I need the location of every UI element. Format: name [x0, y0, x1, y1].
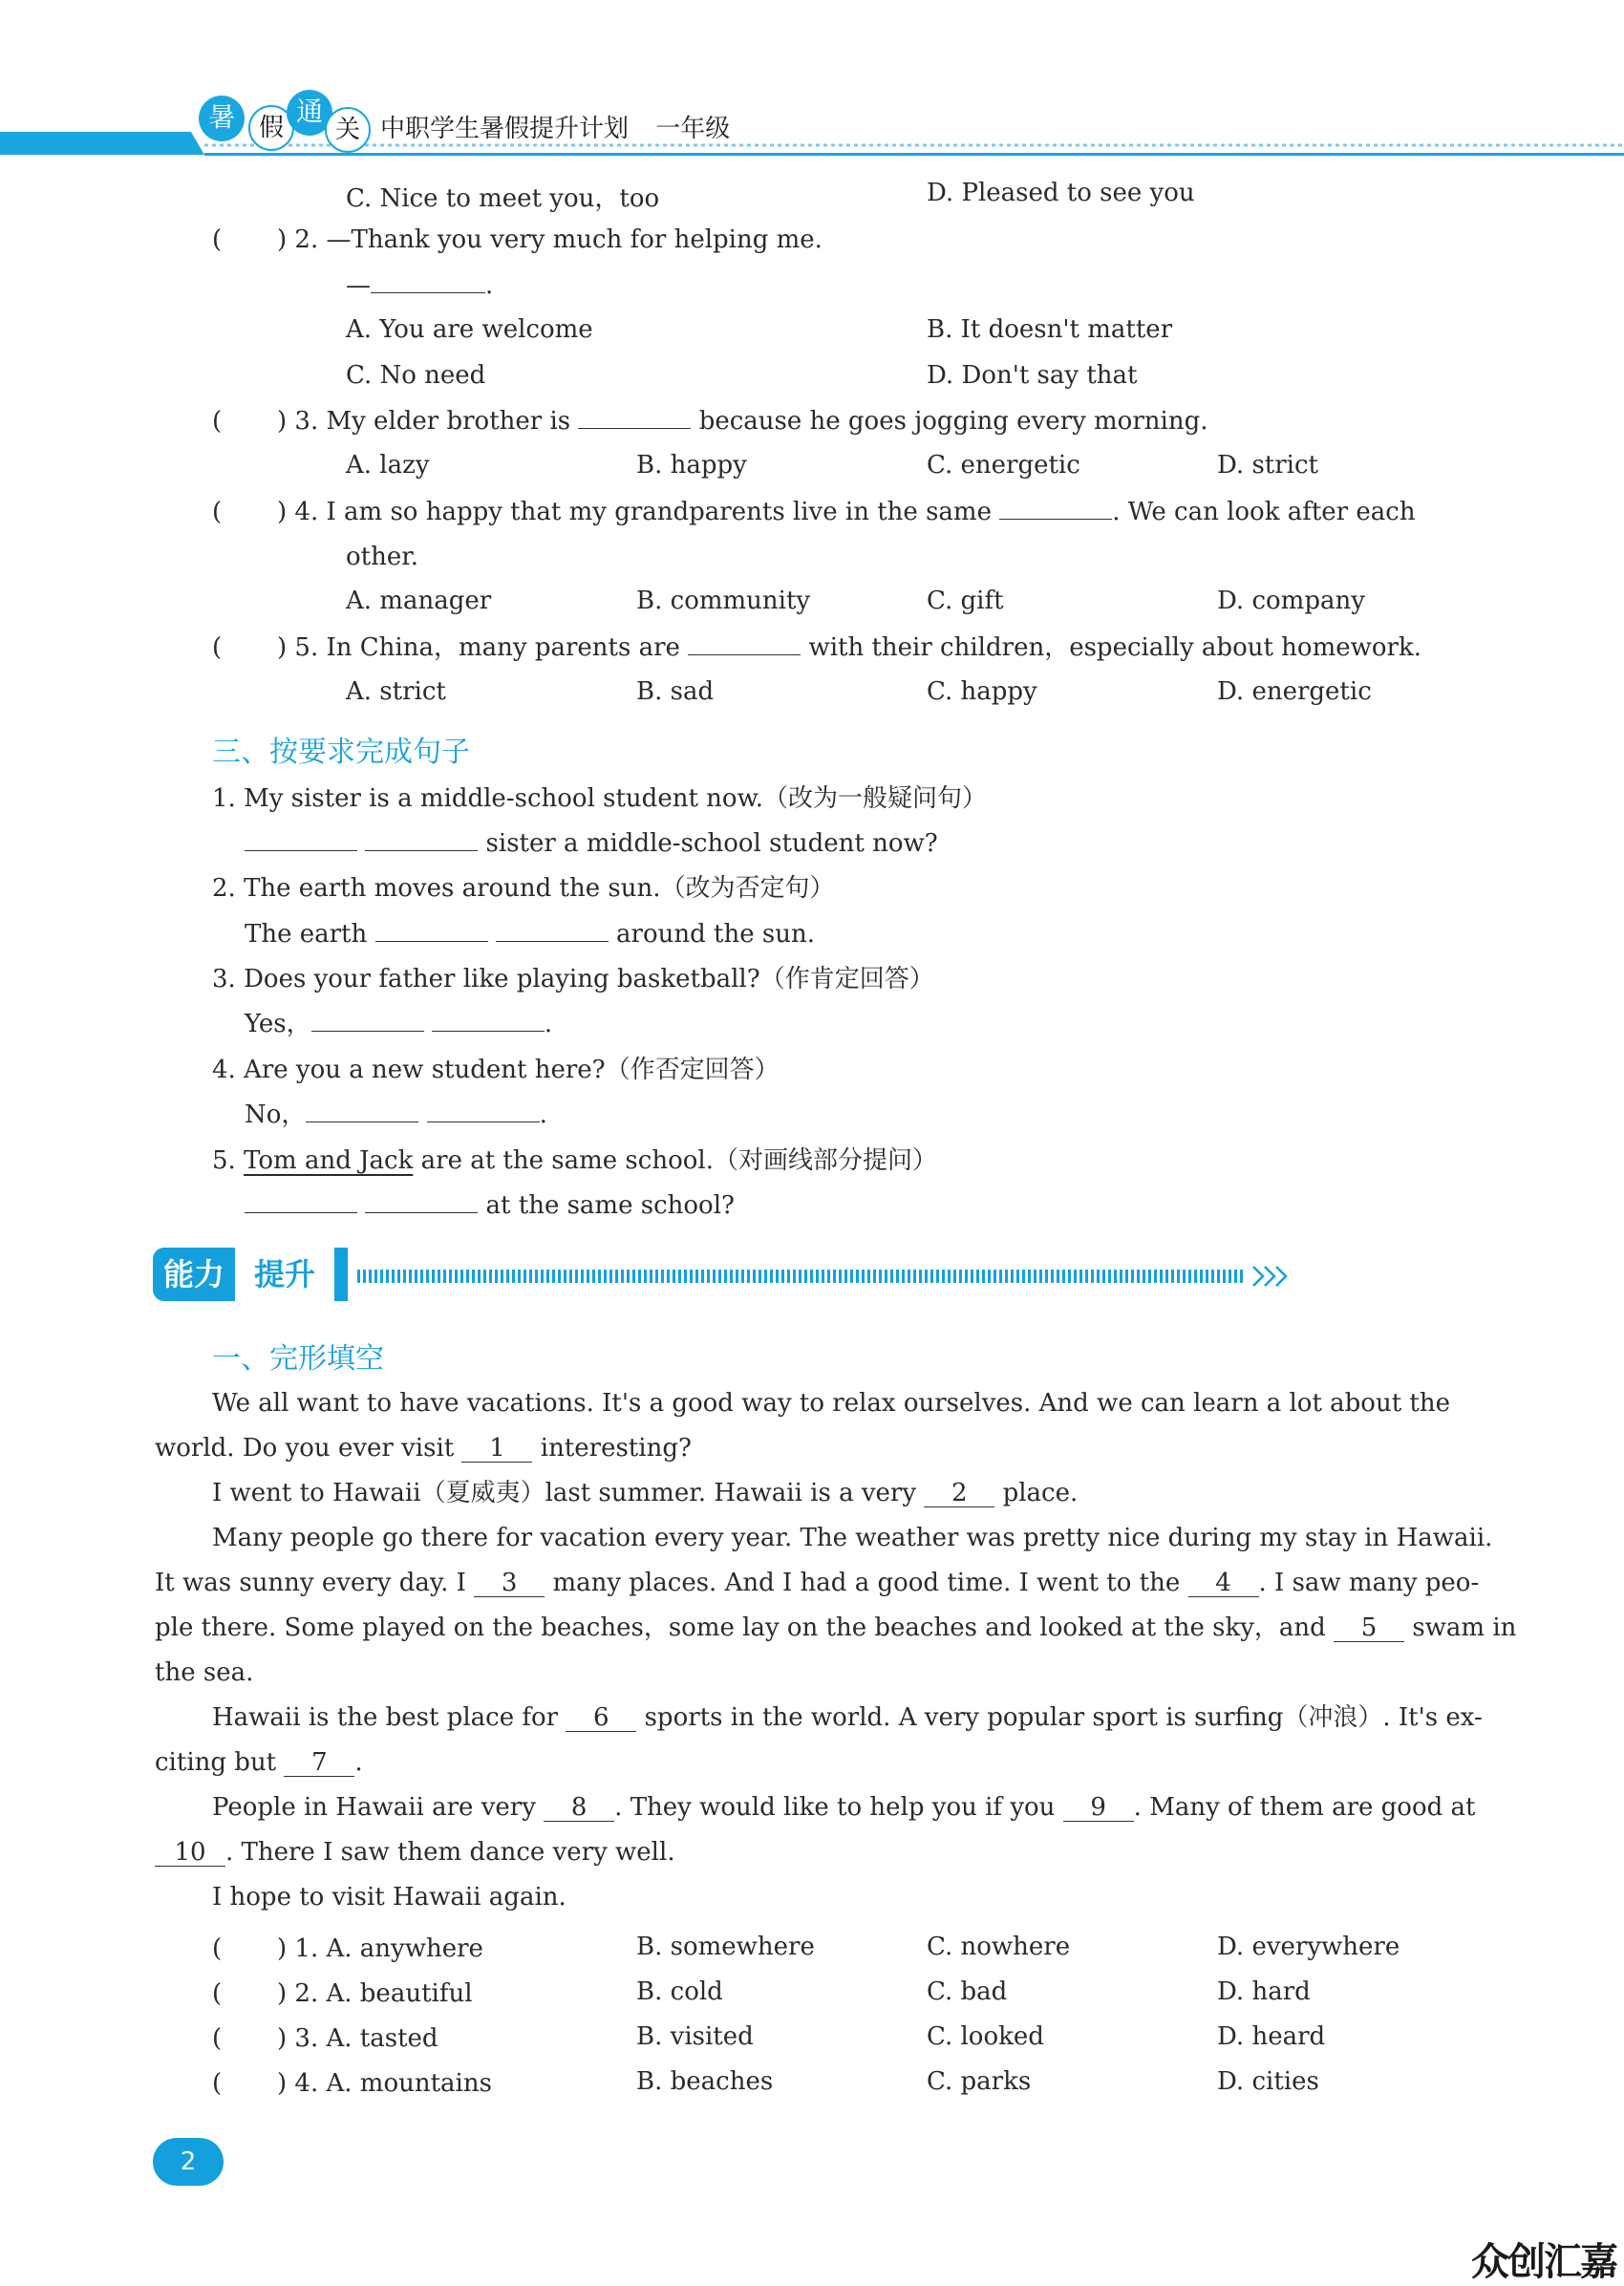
option-b: B. community — [636, 587, 811, 615]
question-number: 2. — [294, 1979, 319, 2008]
cloze-question-3 — [212, 2022, 438, 2055]
answer-paren[interactable]: ( ) — [212, 225, 288, 254]
blank-4[interactable]: 4 — [1188, 1570, 1259, 1597]
page-number: 2 — [153, 2138, 224, 2186]
underlined-phrase: Tom and Jack — [244, 1146, 414, 1175]
text: the sea. — [155, 1658, 254, 1687]
option-c: C. happy — [927, 677, 1037, 706]
question-number: 2. — [294, 225, 319, 254]
cloze-passage — [155, 1381, 1517, 1920]
mc-question-5 — [212, 631, 1421, 664]
blank[interactable] — [306, 1100, 418, 1122]
question-number: 3. — [294, 407, 319, 436]
blank-1[interactable]: 1 — [461, 1435, 532, 1463]
mc-4-continuation: other. — [346, 543, 419, 571]
s3-a4 — [245, 1099, 547, 1131]
question-stem: In China，many parents are — [326, 633, 680, 662]
option-b: B. beaches — [636, 2067, 774, 2096]
answer-text: sister a middle-school student now? — [485, 829, 938, 858]
option-a: A. mountains — [326, 2069, 492, 2098]
para-3-line-1 — [155, 1516, 1493, 1561]
answer-paren[interactable]: ( ) — [212, 1934, 288, 1963]
question-stem-rest: because he goes jogging every morning. — [698, 407, 1208, 436]
text: world. Do you ever visit — [155, 1434, 455, 1463]
option-d: D. energetic — [1217, 677, 1372, 706]
option-d: D. strict — [1217, 451, 1318, 480]
banner-end-bar — [334, 1248, 348, 1301]
header-grade: 一年级 — [655, 115, 731, 143]
blank-6[interactable]: 6 — [566, 1704, 636, 1732]
cloze-question-2 — [212, 1977, 473, 2010]
option-b: B. It doesn't matter — [927, 315, 1173, 344]
blank[interactable] — [999, 498, 1112, 520]
text: It was sunny every day. I — [155, 1569, 466, 1597]
blank[interactable] — [578, 407, 691, 429]
question-number: 5. — [212, 1146, 236, 1175]
para-3-line-4 — [155, 1651, 1469, 1696]
logo-char-4: 关 — [325, 107, 371, 153]
question-stem-rest: . We can look after each — [1112, 498, 1416, 526]
option-a: A. manager — [346, 587, 492, 615]
option-d: D. Pleased to see you — [927, 179, 1195, 207]
para-5-line-1 — [155, 1785, 1476, 1830]
blank-9[interactable]: 9 — [1063, 1794, 1134, 1822]
page-header — [0, 86, 1624, 162]
dash: — — [346, 271, 371, 300]
question-stem: I am so happy that my grandparents live in the same — [326, 498, 992, 526]
text: Hawaii is the best place for — [212, 1703, 559, 1732]
s3-a2 — [245, 918, 815, 951]
blank[interactable] — [432, 1010, 545, 1032]
answer-prefix: The earth — [245, 920, 368, 949]
answer-prefix: No， — [245, 1100, 307, 1129]
option-b: B. cold — [636, 1977, 723, 2006]
option-c: C. No need — [346, 361, 486, 390]
option-a: A. strict — [346, 677, 446, 706]
text: We all want to have vacations. It's a good way to relax ourselves. And we can learn a lot about the — [212, 1389, 1450, 1418]
option-b: B. happy — [636, 451, 747, 480]
option-a: A. You are welcome — [346, 315, 593, 344]
question-number: 4. — [294, 2069, 319, 2098]
option-a: A. tasted — [326, 2024, 438, 2053]
option-c: C. parks — [927, 2067, 1032, 2096]
blank[interactable] — [375, 920, 488, 942]
blank-8[interactable]: 8 — [544, 1794, 614, 1822]
blank-2[interactable]: 2 — [924, 1480, 994, 1507]
option-d: D. cities — [1217, 2067, 1319, 2096]
option-c: C. looked — [927, 2022, 1044, 2051]
question-number: 1. — [294, 1934, 319, 1963]
para-4-line-1 — [155, 1696, 1483, 1741]
banner-label-a: 能力 — [153, 1248, 235, 1301]
question-stem-rest: with their children，especially about homework. — [808, 633, 1421, 662]
option-b: B. visited — [636, 2022, 754, 2051]
banner-dotted-line — [355, 1263, 1292, 1290]
answer-paren[interactable]: ( ) — [212, 633, 288, 662]
blank[interactable] — [365, 829, 478, 851]
logo-char-2: 假 — [248, 105, 294, 151]
answer-paren[interactable]: ( ) — [212, 407, 288, 436]
question-stem: —Thank you very much for helping me. — [326, 225, 823, 254]
s3-a5 — [245, 1189, 735, 1222]
logo-char-1: 暑 — [199, 96, 245, 141]
mc-question-4 — [212, 496, 1416, 528]
text: . They would like to help you if you — [614, 1793, 1056, 1822]
para-1-line-1 — [155, 1381, 1469, 1426]
text: . There I saw them dance very well. — [225, 1838, 675, 1867]
option-c: C. Nice to meet you，too — [346, 184, 660, 213]
answer-paren[interactable]: ( ) — [212, 498, 288, 526]
text: . Many of them are good at — [1133, 1793, 1476, 1822]
answer-text: at the same school? — [485, 1191, 735, 1220]
text: citing but — [155, 1748, 277, 1777]
option-b: B. sad — [636, 677, 715, 706]
ability-banner — [153, 1248, 348, 1301]
answer-text: . — [539, 1100, 547, 1129]
blank-10[interactable]: 10 — [155, 1839, 225, 1867]
text: interesting? — [540, 1434, 692, 1463]
answer-paren[interactable]: ( ) — [212, 2069, 288, 2098]
question-stem: My elder brother is — [326, 407, 571, 436]
logo-char-3: 通 — [287, 90, 332, 136]
s3-q2: 2. The earth moves around the sun.（改为否定句） — [212, 874, 835, 903]
text: many places. And I had a good time. I went to the — [552, 1569, 1181, 1597]
para-6 — [155, 1875, 1469, 1920]
question-rest: are at the same school.（对画线部分提问） — [420, 1146, 937, 1175]
answer-paren[interactable]: ( ) — [212, 1979, 288, 2008]
mc-question-3 — [212, 405, 1207, 438]
blank[interactable] — [245, 829, 357, 851]
cloze-title: 一、完形填空 — [212, 1342, 384, 1376]
option-c: C. energetic — [927, 451, 1080, 480]
banner-label-b: 提升 — [235, 1248, 334, 1301]
option-c: C. bad — [927, 1977, 1008, 2006]
option-d: D. everywhere — [1217, 1933, 1400, 1961]
s3-q5 — [212, 1144, 937, 1177]
option-d: D. hard — [1217, 1977, 1311, 2006]
s3-q1: 1. My sister is a middle-school student now.（改为一般疑问句） — [212, 784, 988, 813]
text: place. — [1002, 1479, 1079, 1507]
question-number: 5. — [294, 633, 319, 662]
question-number: 4. — [294, 498, 319, 526]
option-a: A. lazy — [346, 451, 430, 480]
question-number: 3. — [294, 2024, 319, 2053]
option-d: D. Don't say that — [927, 361, 1138, 390]
s3-a1 — [245, 827, 938, 860]
blank[interactable] — [688, 633, 801, 655]
option-d: D. company — [1217, 587, 1365, 615]
mc-2-answer-line — [346, 269, 493, 302]
text: ple there. Some played on the beaches，some lay on the beaches and looked at the sky，and — [155, 1613, 1326, 1642]
para-4-line-2 — [155, 1741, 1469, 1785]
text: . — [354, 1748, 363, 1777]
cloze-question-4 — [212, 2067, 492, 2100]
blank[interactable] — [365, 1191, 478, 1213]
mc-question-2 — [212, 224, 823, 256]
blank-5[interactable]: 5 — [1334, 1614, 1404, 1642]
para-5-line-2 — [155, 1830, 1469, 1875]
text: People in Hawaii are very — [212, 1793, 536, 1822]
blank[interactable] — [311, 1010, 424, 1032]
s3-q3: 3. Does your father like playing basketball?（作肯定回答） — [212, 965, 934, 993]
period: . — [485, 271, 494, 300]
option-c: C. gift — [927, 587, 1004, 615]
para-3-line-3 — [155, 1606, 1517, 1651]
answer-prefix: Yes， — [245, 1010, 311, 1038]
para-3-line-2 — [155, 1561, 1480, 1606]
text: I hope to visit Hawaii again. — [212, 1883, 566, 1912]
answer-text: . — [544, 1010, 553, 1038]
option-b: B. somewhere — [636, 1933, 815, 1961]
text: . I saw many peo- — [1258, 1569, 1480, 1597]
option-d: D. heard — [1217, 2022, 1326, 2051]
answer-text: around the sun. — [616, 920, 815, 949]
blank[interactable] — [496, 920, 609, 942]
cloze-question-1 — [212, 1933, 483, 1965]
para-1-line-2 — [155, 1426, 1469, 1471]
header-title: 中职学生暑假提升计划 — [380, 115, 630, 143]
blank-7[interactable]: 7 — [284, 1749, 354, 1777]
option-a: A. beautiful — [326, 1979, 473, 2008]
s3-a3 — [245, 1008, 552, 1040]
watermark: 众创汇嘉 — [1471, 2240, 1616, 2284]
option-c: C. nowhere — [927, 1933, 1071, 1961]
blank[interactable] — [371, 271, 485, 293]
text: sports in the world. A very popular sport is surfing（冲浪）. It's ex- — [644, 1703, 1483, 1732]
text: Many people go there for vacation every year. The weather was pretty nice during my stay in Hawaii. — [212, 1524, 1493, 1552]
option-a: A. anywhere — [326, 1934, 483, 1963]
blank[interactable] — [245, 1191, 357, 1213]
blank[interactable] — [427, 1100, 540, 1122]
blank-3[interactable]: 3 — [474, 1570, 545, 1597]
s3-q4: 4. Are you a new student here?（作否定回答） — [212, 1056, 780, 1084]
para-2 — [155, 1471, 1469, 1516]
text: swam in — [1412, 1613, 1517, 1642]
answer-paren[interactable]: ( ) — [212, 2024, 288, 2053]
text: I went to Hawaii（夏威夷）last summer. Hawaii is a very — [212, 1479, 917, 1507]
section-3-title: 三、按要求完成句子 — [212, 736, 470, 769]
